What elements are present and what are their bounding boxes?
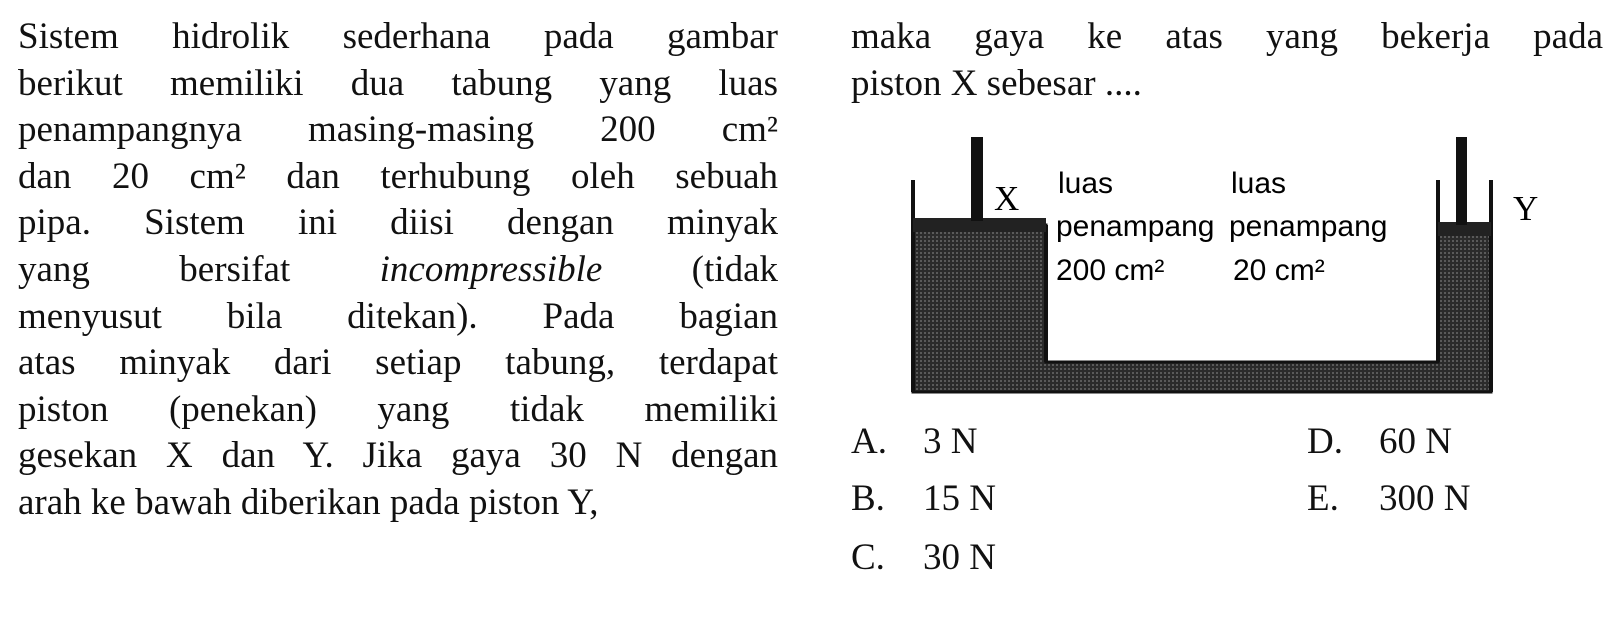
area-right-label-3: 20 cm² bbox=[1233, 254, 1325, 287]
label-x: X bbox=[994, 179, 1020, 218]
option-letter: A. bbox=[851, 421, 887, 462]
area-left-label-1: luas bbox=[1058, 167, 1114, 200]
question-line: yang bersifat incompressible (tidak bbox=[18, 248, 778, 290]
option-value: 300 N bbox=[1379, 478, 1471, 519]
question-line: berikut memiliki dua tabung yang luas bbox=[18, 62, 778, 104]
question-line: pipa. Sistem ini diisi dengan minyak bbox=[18, 202, 778, 244]
option-letter: E. bbox=[1307, 478, 1339, 519]
question-line: piston (penekan) yang tidak memiliki bbox=[18, 388, 778, 430]
question-line: maka gaya ke atas yang bekerja pada bbox=[851, 16, 1603, 57]
question-line: penampangnya masing-masing 200 cm² bbox=[18, 109, 778, 151]
option-value: 15 N bbox=[923, 478, 996, 519]
label-y: Y bbox=[1513, 189, 1539, 228]
option-letter: C. bbox=[851, 537, 885, 578]
oil-fluid bbox=[913, 225, 1491, 392]
option-value: 30 N bbox=[923, 537, 996, 578]
piston-x-rod bbox=[971, 137, 983, 221]
piston-y-rod bbox=[1456, 137, 1467, 225]
option-b[interactable] bbox=[851, 477, 996, 520]
question-line: menyusut bila ditekan). Pada bagian bbox=[18, 295, 778, 337]
question-line: piston X sebesar .... bbox=[851, 62, 1142, 104]
question-line: gesekan X dan Y. Jika gaya 30 N dengan bbox=[18, 435, 778, 477]
option-a[interactable] bbox=[851, 420, 977, 463]
italic-term: incompressible bbox=[379, 248, 603, 290]
question-line: Sistem hidrolik sederhana pada gambar bbox=[18, 16, 778, 57]
area-left-label-3: 200 cm² bbox=[1056, 254, 1165, 287]
option-d[interactable] bbox=[1307, 420, 1452, 463]
question-line: atas minyak dari setiap tabung, terdapat bbox=[18, 342, 778, 384]
option-letter: B. bbox=[851, 478, 885, 519]
option-value: 3 N bbox=[923, 421, 978, 462]
question-line: dan 20 cm² dan terhubung oleh sebuah bbox=[18, 155, 778, 197]
option-e[interactable] bbox=[1307, 477, 1470, 520]
option-c[interactable] bbox=[851, 536, 996, 579]
option-value: 60 N bbox=[1379, 421, 1452, 462]
question-line: arah ke bawah diberikan pada piston Y, bbox=[18, 481, 599, 523]
option-letter: D. bbox=[1307, 421, 1343, 462]
area-right-label-1: luas bbox=[1231, 167, 1287, 200]
area-left-label-2: penampang bbox=[1056, 210, 1215, 243]
area-right-label-2: penampang bbox=[1229, 210, 1388, 243]
